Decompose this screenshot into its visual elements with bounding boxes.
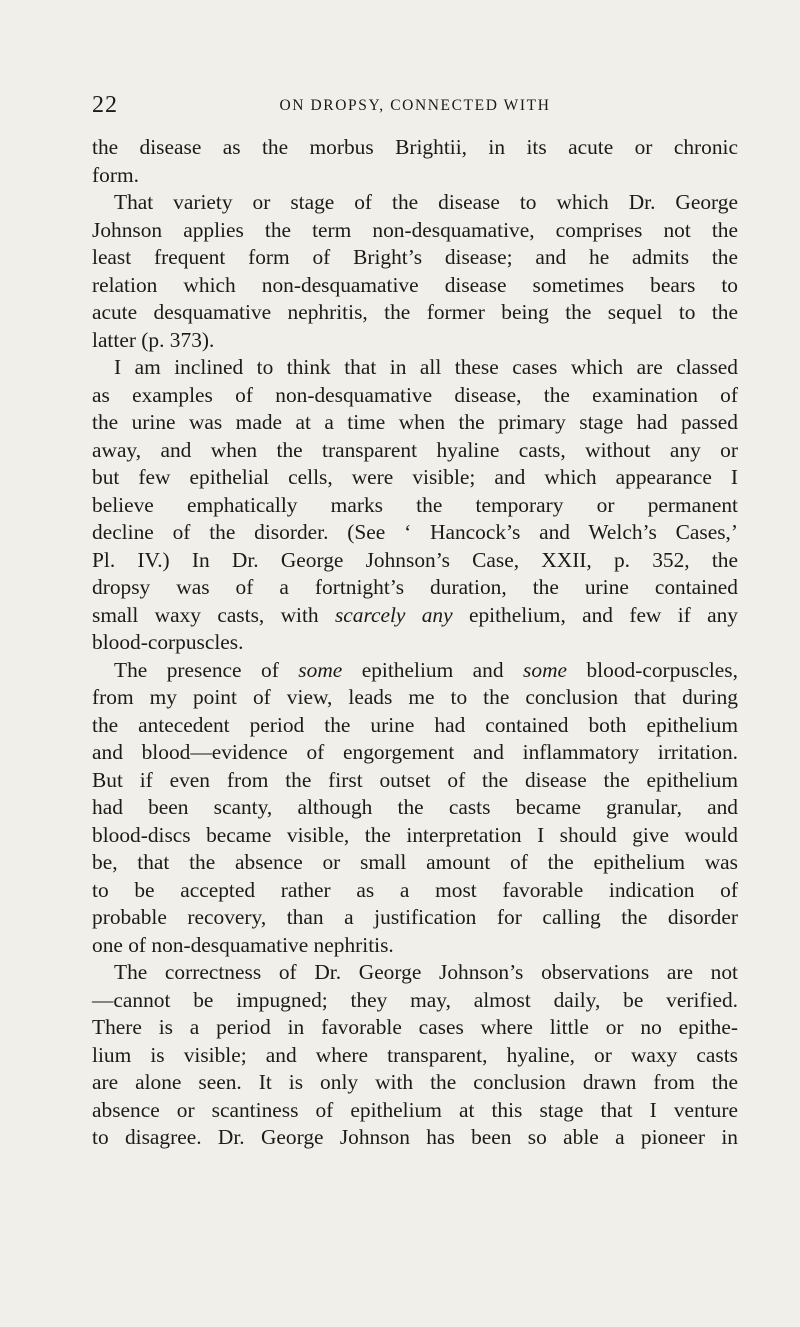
text-line-with-italic (92, 602, 738, 630)
text-line: Johnson applies the term non-desquamative, comprises not the (92, 217, 738, 242)
text-line: are alone seen. It is only with the conclusion drawn from the (92, 1070, 738, 1094)
text-line: blood-discs became visible, the interpretation I should give would (92, 822, 738, 847)
text-line: least frequent form of Bright’s disease; and he admits the (92, 245, 738, 269)
text-line-with-italic (92, 657, 738, 685)
text-line: relation which non-desquamative disease sometimes bears to (92, 272, 738, 297)
text-line: form. (92, 162, 139, 187)
text-line: but few epithelial cells, were visible; and which appearance I (92, 465, 738, 489)
text-segment: epithelium and (361, 657, 504, 682)
paragraph-2 (92, 189, 738, 354)
text-line: latter (p. 373). (92, 327, 215, 352)
text-line: —cannot be impugned; they may, almost daily, be verified. (92, 987, 738, 1012)
text-line: There is a period in favorable cases where little or no epithe- (92, 1015, 738, 1039)
text-line: I am inclined to think that in all these cases which are classed (114, 355, 738, 379)
text-line: believe emphatically marks the temporary or permanent (92, 492, 738, 517)
text-segment: blood-corpuscles, (586, 657, 738, 682)
paragraph-3 (92, 354, 738, 657)
running-head: ON DROPSY, CONNECTED WITH (279, 97, 551, 114)
text-line: lium is visible; and where transparent, hyaline, or waxy casts (92, 1042, 738, 1067)
paragraph-5 (92, 959, 738, 1152)
italic-word: some (298, 657, 343, 682)
page-number: 22 (92, 92, 118, 118)
text-segment: The presence of (114, 657, 279, 682)
page-header (92, 92, 738, 122)
text-line: the urine was made at a time when the primary stage had passed (92, 410, 738, 434)
text-line: the antecedent period the urine had contained both epithelium (92, 712, 738, 737)
text-line: be, that the absence or small amount of the epithelium was (92, 850, 738, 874)
text-line: one of non-desquamative nephritis. (92, 932, 394, 957)
text-line: acute desquamative nephritis, the former being the sequel to the (92, 300, 738, 324)
italic-phrase: scarcely any (334, 602, 453, 627)
text-line: blood-corpuscles. (92, 630, 244, 654)
text-segment: small waxy casts, with (92, 602, 319, 627)
text-line: had been scanty, although the casts became granular, and (92, 795, 738, 819)
text-line: away, and when the transparent hyaline casts, without any or (92, 437, 738, 462)
text-line: the disease as the morbus Brightii, in its acute or chronic (92, 135, 738, 159)
text-segment: epithelium, and few if any (468, 602, 738, 627)
text-line: decline of the disorder. (See ‘ Hancock’s and Welch’s Cases,’ (92, 520, 738, 544)
paragraph-1 (92, 134, 738, 189)
paragraph-4 (92, 657, 738, 960)
text-line: from my point of view, leads me to the conclusion that during (92, 685, 738, 709)
text-line: as examples of non-desquamative disease, the examination of (92, 382, 738, 407)
text-line: to be accepted rather as a most favorable indication of (92, 877, 738, 902)
body-text (92, 134, 738, 1152)
text-line: That variety or stage of the disease to which Dr. George (114, 190, 738, 214)
text-line: probable recovery, than a justification for calling the disorder (92, 905, 738, 929)
text-line: The correctness of Dr. George Johnson’s observations are not (114, 960, 738, 984)
text-line: absence or scantiness of epithelium at this stage that I venture (92, 1097, 738, 1122)
italic-word: some (523, 657, 568, 682)
text-line: But if even from the first outset of the disease the epithelium (92, 767, 738, 792)
text-line: and blood—evidence of engorgement and inflammatory irritation. (92, 740, 738, 764)
text-line: to disagree. Dr. George Johnson has been so able a pioneer in (92, 1125, 738, 1149)
text-line: dropsy was of a fortnight’s duration, the urine contained (92, 575, 738, 599)
text-line: Pl. IV.) In Dr. George Johnson’s Case, XXII, p. 352, the (92, 547, 738, 572)
